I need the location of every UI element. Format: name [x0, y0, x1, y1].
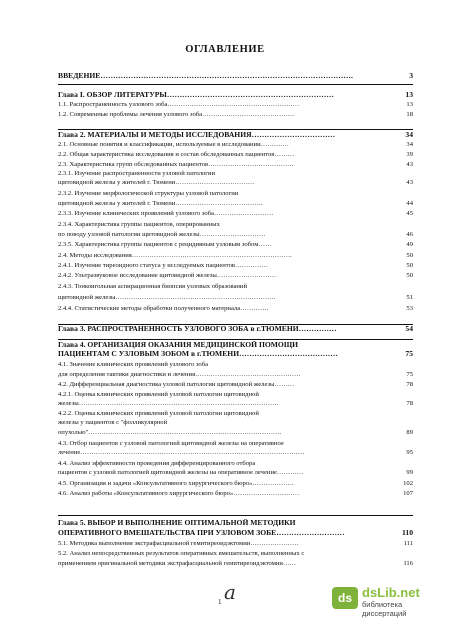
watermark-logo	[332, 585, 448, 617]
toc-entry	[58, 262, 413, 270]
toc-entry-text: по поводу узловой патологии щитовидной железы…………………………	[58, 231, 266, 238]
toc-entry-text: ВВЕДЕНИЕ……………………………………………………………………………………….	[58, 72, 353, 80]
toc-entry-text: 2.3. Характеристика групп обследованных пациентов…………………………………	[58, 161, 294, 168]
toc-entry-page: 44	[406, 200, 413, 207]
toc-entry-page: 49	[406, 241, 413, 248]
toc-entry-page: 110	[402, 529, 413, 537]
toc-entry	[58, 490, 413, 498]
toc-entry-text: 4.4. Анализ эффективности проведения дифференцированного отбора	[58, 460, 256, 467]
handwritten-mark: а	[224, 580, 236, 604]
toc-entry-page: 50	[406, 252, 413, 259]
toc-entry-text: лечение…………………………………………………………………………………………	[58, 449, 305, 456]
toc-entry	[58, 361, 413, 369]
toc-entry	[58, 91, 413, 99]
page-title: ОГЛАВЛЕНИЕ	[185, 44, 265, 55]
toc-entry-page: 75	[405, 350, 413, 358]
toc-entry-page: 99	[406, 469, 413, 476]
toc-entry-text: ПАЦИЕНТАМ С УЗЛОВЫМ ЗОБОМ в г.ТЮМЕНИ…………………………………	[58, 350, 338, 358]
toc-entry	[58, 190, 413, 198]
toc-entry	[58, 305, 413, 313]
toc-entry-text: 4.2. Дифференциальная диагностика узловой патологии щитовидной железы………	[58, 381, 295, 388]
watermark-subtitle: библиотека диссертаций	[362, 600, 407, 618]
toc-entry	[58, 210, 413, 218]
toc-entry	[58, 540, 413, 548]
toc-entry	[58, 131, 413, 139]
toc-entry-page: 13	[406, 101, 413, 108]
toc-entry-text: 1.2. Современные проблемы лечения узлового зоба……………………………………	[58, 111, 295, 118]
toc-entry	[58, 391, 413, 399]
toc-entry-text: 1.1. Распространенность узлового зоба……………………………………………………	[58, 101, 300, 108]
toc-entry-text: 4.5. Организация и задачи «Консультативного хирургического бюро»……………….	[58, 480, 294, 487]
page-number: 1	[218, 598, 222, 606]
toc-entry	[58, 161, 413, 169]
toc-entry-text: 2.3.5. Характеристика группы пациентов с рецидивным узловым зобом……	[58, 241, 272, 248]
toc-entry-page: 89	[406, 429, 413, 436]
watermark-brand: dsLib.net	[362, 585, 420, 600]
toc-entry-page: 18	[406, 111, 413, 118]
toc-entry	[58, 231, 413, 239]
toc-entry-text: щитовидной железы у жителей г. Тюмени………………………………….	[58, 200, 263, 207]
rule-line	[58, 515, 413, 516]
toc-entry-text: железы……………………………………………………………………………….	[58, 400, 279, 407]
toc-entry-page: 53	[406, 305, 413, 312]
toc-entry	[58, 272, 413, 280]
toc-entry-text: Глава 4. ОРГАНИЗАЦИЯ ОКАЗАНИЯ МЕДИЦИНСКОЙ ПОМОЩИ	[58, 341, 299, 349]
toc-entry	[58, 419, 413, 427]
toc-entry	[58, 560, 413, 568]
toc-entry-text: 4.2.2. Оценка клинических проявлений узловой патологии щитовидной	[58, 410, 259, 417]
toc-entry-page: 102	[403, 480, 413, 487]
rule-line	[58, 129, 413, 130]
toc-entry	[58, 519, 413, 527]
toc-entry-page: 39	[406, 151, 413, 158]
toc-entry-text: 4.2.1. Оценка клинических проявлений узловой патологии щитовидной	[58, 391, 259, 398]
toc-entry-page: 78	[406, 381, 413, 388]
toc-entry	[58, 440, 413, 448]
toc-entry-page: 43	[406, 161, 413, 168]
toc-entry	[58, 200, 413, 208]
toc-entry-text: для определения тактики диагностики и лечения…………………………………………	[58, 371, 301, 378]
toc-entry	[58, 179, 413, 187]
toc-entry-text: 2.2. Общая характеристика исследования и состав обследованных пациентов………	[58, 151, 295, 158]
toc-entry	[58, 170, 413, 178]
toc-entry	[58, 294, 413, 302]
toc-entry-text: Глава I. ОБЗОР ЛИТЕРАТУРЫ…………………………………………………………	[58, 91, 334, 99]
toc-entry	[58, 480, 413, 488]
rule-line	[58, 84, 413, 85]
toc-entry-page: 75	[406, 371, 413, 378]
toc-entry-text: Глава 3. РАСПРОСТРАНЕННОСТЬ УЗЛОВОГО ЗОБА в г.ТЮМЕНИ……………	[58, 325, 337, 333]
toc-entry	[58, 72, 413, 80]
toc-entry	[58, 350, 413, 358]
toc-entry-text: 2.3.3. Изучение клинических проявлений узлового зоба………………………	[58, 210, 274, 217]
toc-entry-page: 13	[405, 91, 413, 99]
toc-entry	[58, 550, 413, 558]
toc-entry-text: опухолью"…………………………………………………………………………….	[58, 429, 282, 436]
toc-entry-page: 107	[403, 490, 413, 497]
rule-line	[58, 339, 413, 340]
toc-entry	[58, 141, 413, 149]
toc-entry	[58, 241, 413, 249]
toc-entry-page: 95	[406, 449, 413, 456]
toc-entry	[58, 529, 413, 537]
toc-entry	[58, 341, 413, 349]
toc-entry	[58, 381, 413, 389]
toc-entry-text: 2.4. Методы исследования……………………………………………………………….	[58, 252, 292, 259]
toc-entry-text: железы у пациентов с "фолликулярной	[58, 419, 168, 426]
toc-entry	[58, 325, 413, 333]
toc-entry-page: 50	[406, 262, 413, 269]
toc-entry-page: 3	[409, 72, 413, 80]
toc-entry-text: 2.1. Основные понятия и классификации, используемые в исследовании………….	[58, 141, 289, 148]
toc-entry-page: 51	[406, 294, 413, 301]
toc-entry-page: 34	[406, 141, 413, 148]
toc-entry-text: 2.4.1. Изучение тиреоидного статуса у исследуемых пациентов……………	[58, 262, 268, 269]
toc-entry	[58, 101, 413, 109]
toc-entry-text: 4.1. Значение клинических проявлений узлового зоба	[58, 361, 208, 368]
toc-entry	[58, 460, 413, 468]
toc-entry-page: 46	[406, 231, 413, 238]
toc-entry-text: 4.6. Анализ работы «Консультативного хирургического бюро»…………………………	[58, 490, 300, 497]
toc-entry-text: 2.3.2. Изучение морфологической структуры узловой патологии	[58, 190, 239, 197]
toc-entry-text: Глава 5. ВЫБОР И ВЫПОЛНЕНИЕ ОПТИМАЛЬНОЙ МЕТОДИКИ	[58, 519, 296, 527]
toc-entry-text: 2.3.4. Характеристика группы пациентов, оперированных	[58, 221, 220, 228]
toc-entry-page: 54	[405, 325, 413, 333]
toc-entry-page: 50	[406, 272, 413, 279]
toc-entry	[58, 252, 413, 260]
toc-entry-text: 2.4.3. Тонкоигольная аспирационная биопсия узловых образований	[58, 283, 247, 290]
toc-entry	[58, 400, 413, 408]
toc-entry-text: 5.1. Методика выполнения экстрафасциальной гемитиреоидэктомии………………….	[58, 540, 299, 547]
toc-entry-text: 2.3.1. Изучение распространенности узловой патологии	[58, 170, 216, 177]
toc-entry-text: 2.4.2. Ультразвуковое исследование щитовидной железы………………………	[58, 272, 277, 279]
toc-entry	[58, 410, 413, 418]
toc-entry-page: 45	[406, 210, 413, 217]
toc-entry	[58, 151, 413, 159]
toc-entry	[58, 469, 413, 477]
toc-entry	[58, 221, 413, 229]
toc-entry-text: щитовидной железы у жителей г. Тюмени………………………………	[58, 179, 255, 186]
toc-entry	[58, 111, 413, 119]
toc-entry	[58, 429, 413, 437]
toc-entry-text: 5.2. Анализ непосредственных результатов оперативных вмешательств, выполненных с	[58, 550, 305, 557]
dslib-icon: ds	[332, 587, 358, 609]
toc-entry-page: 111	[403, 540, 413, 547]
toc-entry	[58, 449, 413, 457]
toc-entry-page: 78	[406, 400, 413, 407]
rule-line	[58, 324, 413, 325]
toc-entry-text: 2.4.4. Статистические методы обработки полученного материала………….	[58, 305, 269, 312]
toc-entry-text: щитовидной железы……………………………………………………………….	[58, 294, 276, 301]
toc-entry-text: 4.3. Отбор пациентов с узловой патологией щитовидной железы на оперативное	[58, 440, 284, 447]
toc-entry-text: пациентов с узловой патологией щитовидной железы на оперативное лечение…………	[58, 469, 304, 476]
toc-entry-text: ОПЕРАТИВНОГО ВМЕШАТЕЛЬСТВА ПРИ УЗЛОВОМ ЗОБЕ………………………	[58, 529, 345, 537]
toc-entry-page: 34	[405, 131, 413, 139]
toc-entry-text: Глава 2. МАТЕРИАЛЫ И МЕТОДЫ ИССЛЕДОВАНИЯ……………………………	[58, 131, 336, 139]
toc-entry	[58, 283, 413, 291]
toc-entry-page: 43	[406, 179, 413, 186]
toc-entry	[58, 371, 413, 379]
toc-entry-text: применением оригинальной методики экстрафасциальной гемитиреоидэктомии……	[58, 560, 297, 567]
toc-entry-page: 116	[403, 560, 413, 567]
